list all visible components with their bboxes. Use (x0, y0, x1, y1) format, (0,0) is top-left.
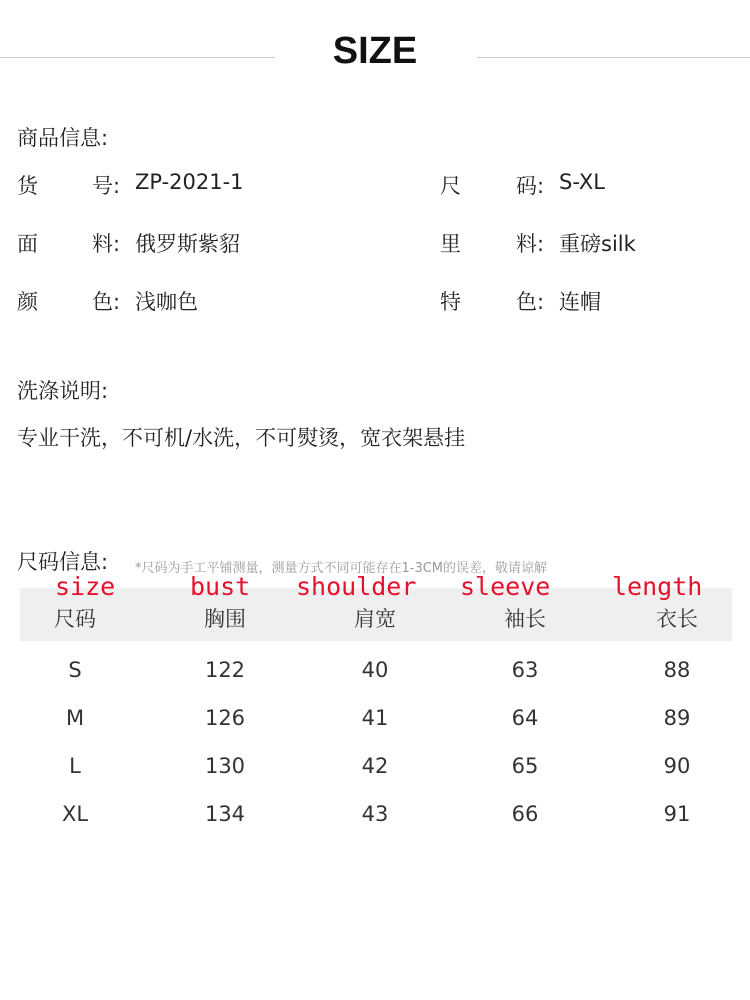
product-info-heading: 商品信息: (17, 126, 109, 150)
cell-sleeve: 65 (511, 754, 539, 778)
cell-bust: 130 (204, 754, 246, 778)
measurement-note: *尺码为手工平铺测量，测量方式不同可能存在1-3CM的误差，敬请谅解 (135, 561, 548, 576)
cell-shoulder: 42 (361, 754, 389, 778)
cell-size: M (65, 706, 85, 730)
cell-bust: 134 (204, 802, 246, 826)
wash-heading: 洗涤说明: (17, 379, 109, 403)
en-header-shoulder: shoulder (296, 572, 417, 601)
label-char1: 颜 (17, 290, 38, 314)
cell-sleeve: 63 (511, 658, 539, 682)
header-size: 尺码 (54, 607, 96, 631)
label-char1: 货 (17, 174, 38, 198)
label-char2: 号: (92, 174, 121, 198)
cell-bust: 126 (204, 706, 246, 730)
cell-size: L (69, 754, 81, 778)
item-number-value: ZP-2021-1 (135, 170, 244, 194)
cell-bust: 122 (204, 658, 246, 682)
product-info-row (17, 286, 732, 316)
cell-sleeve: 66 (511, 802, 539, 826)
label-char2: 料: (92, 232, 121, 256)
label-char2: 色: (92, 290, 121, 314)
page-title: SIZE (332, 30, 418, 72)
feature-value: 连帽 (559, 290, 601, 314)
product-info-row (17, 228, 732, 258)
cell-length: 90 (663, 754, 691, 778)
header-bust: 胸围 (204, 607, 246, 631)
cell-length: 91 (663, 802, 691, 826)
cell-shoulder: 40 (361, 658, 389, 682)
label-char1-right: 尺 (440, 174, 461, 198)
en-header-size: size (55, 572, 116, 601)
en-header-sleeve: sleeve (460, 572, 551, 601)
cell-size: S (68, 658, 82, 682)
cell-length: 88 (663, 658, 691, 682)
en-header-bust: bust (190, 572, 251, 601)
fabric-value: 俄罗斯紫貂 (135, 232, 240, 256)
cell-shoulder: 43 (361, 802, 389, 826)
label-char1-right: 特 (440, 290, 461, 314)
cell-sleeve: 64 (511, 706, 539, 730)
label-char2-right: 色: (516, 290, 545, 314)
header-shoulder: 肩宽 (354, 607, 396, 631)
label-char2-right: 码: (516, 174, 545, 198)
product-info-row (17, 170, 732, 200)
label-char1-right: 里 (440, 232, 461, 256)
en-header-length: length (612, 572, 703, 601)
header-length: 衣长 (656, 607, 698, 631)
lining-value: 重磅silk (559, 232, 636, 256)
size-range-value: S-XL (559, 170, 605, 194)
cell-size: XL (61, 802, 89, 826)
wash-instructions: 专业干洗，不可机/水洗，不可熨烫，宽衣架悬挂 (17, 426, 466, 450)
label-char2-right: 料: (516, 232, 545, 256)
cell-length: 89 (663, 706, 691, 730)
header-sleeve: 袖长 (504, 607, 546, 631)
english-header-row (0, 572, 750, 602)
color-value: 浅咖色 (135, 290, 198, 314)
size-info-heading: 尺码信息: (17, 550, 109, 574)
cell-shoulder: 41 (361, 706, 389, 730)
label-char1: 面 (17, 232, 38, 256)
